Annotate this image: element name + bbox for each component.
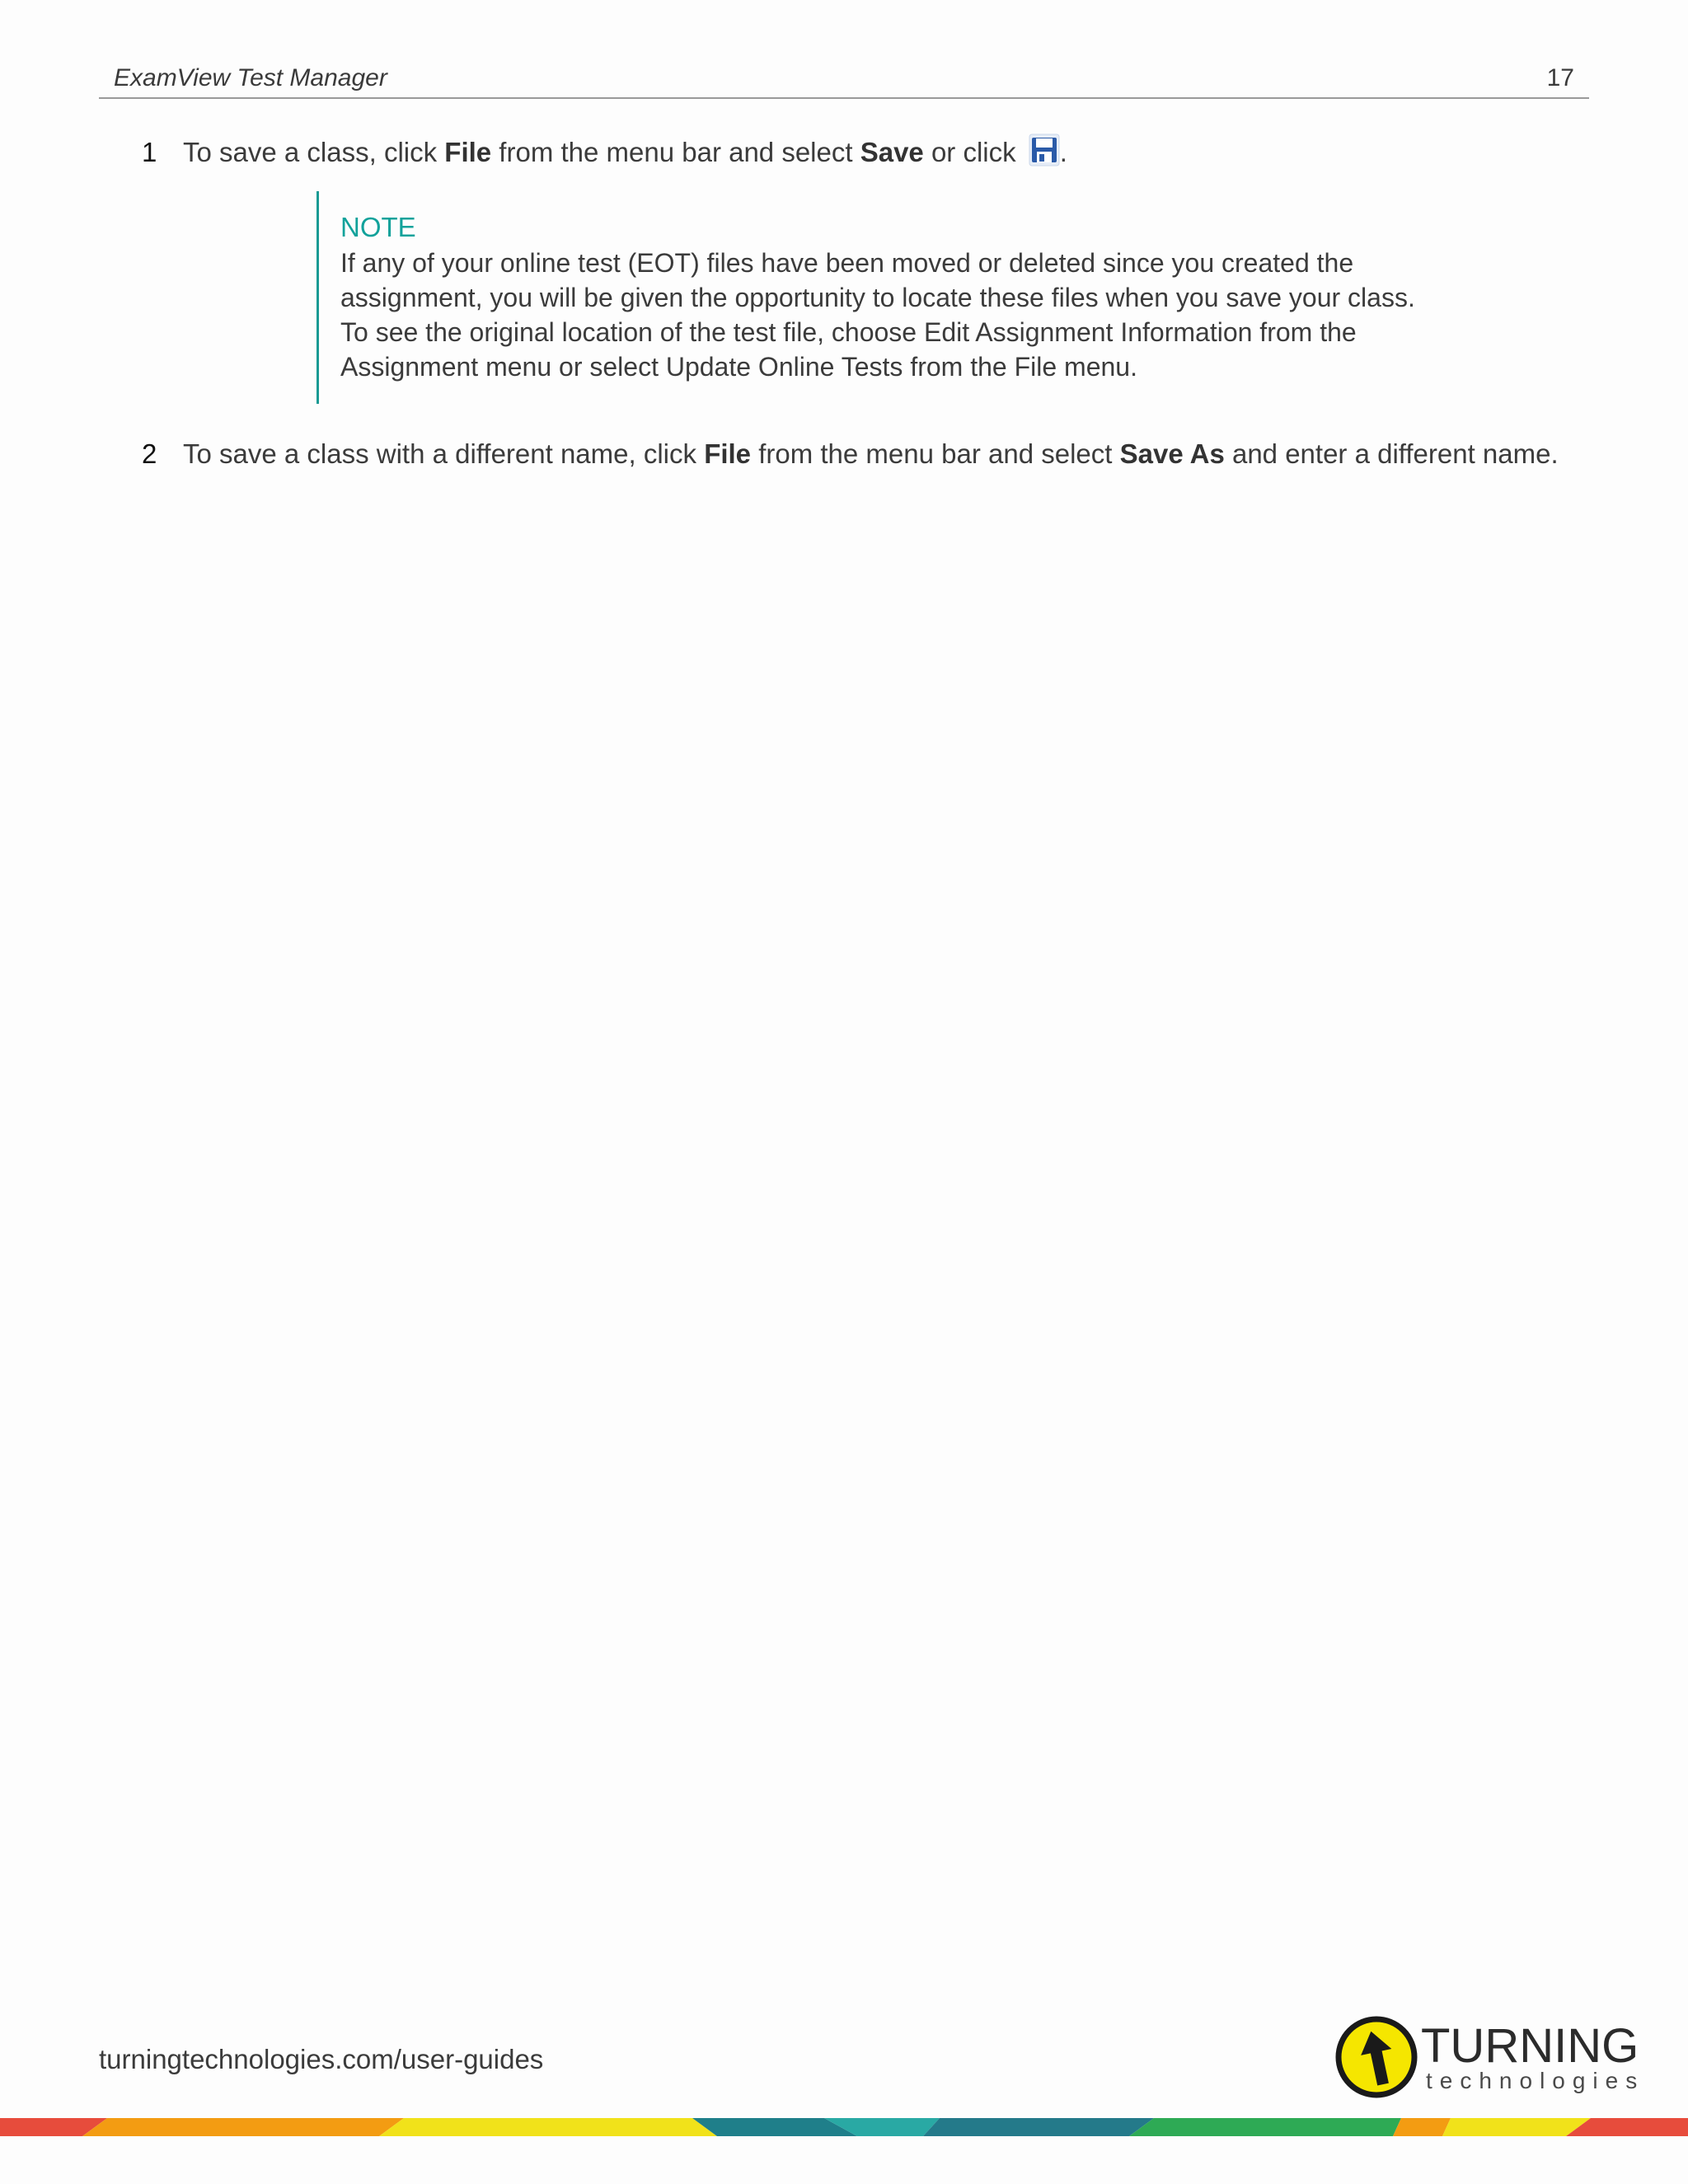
step-2: [142, 436, 1559, 472]
note-line: Assignment menu or select Update Online Tests from the File menu.: [340, 352, 1137, 382]
step-number: 2: [142, 438, 157, 469]
step-1: [142, 134, 1067, 171]
note-label: NOTE: [340, 212, 416, 242]
page-header: [99, 61, 1589, 99]
note-line: assignment, you will be given the opportunity to locate these files when you save your class.: [340, 283, 1415, 312]
menu-file-reference: File: [444, 137, 492, 167]
note-line: If any of your online test (EOT) files have been moved or deleted since you created the: [340, 248, 1354, 278]
step-text: from the menu bar and select: [751, 438, 1120, 469]
step-text: from the menu bar and select: [491, 137, 860, 167]
step-text: To save a class, click: [183, 137, 445, 167]
step-text: or click: [923, 137, 1024, 167]
page-number: 17: [1546, 64, 1574, 91]
save-command-reference: Save: [860, 137, 924, 167]
step-text: .: [1059, 137, 1067, 167]
step-number: 1: [142, 137, 157, 167]
menu-file-reference: File: [704, 438, 752, 469]
step-text: and enter a different name.: [1224, 438, 1559, 469]
logo-wordmark: TURNING: [1421, 2019, 1639, 2073]
turning-technologies-logo: [1335, 2016, 1640, 2098]
note-line: To see the original location of the test file, choose Edit Assignment Information from the: [340, 317, 1357, 347]
logo-subtitle: technologies: [1426, 2068, 1640, 2093]
decorative-color-stripe: [0, 2115, 1688, 2136]
floppy-disk-icon: [1029, 134, 1060, 166]
save-as-command-reference: Save As: [1119, 438, 1225, 469]
document-title: ExamView Test Manager: [114, 64, 387, 91]
footer-url[interactable]: turningtechnologies.com/user-guides: [99, 2044, 544, 2074]
note-callout: [316, 191, 1487, 404]
logo-arrow-icon: [1339, 2019, 1414, 2095]
step-text: To save a class with a different name, click: [183, 438, 705, 469]
